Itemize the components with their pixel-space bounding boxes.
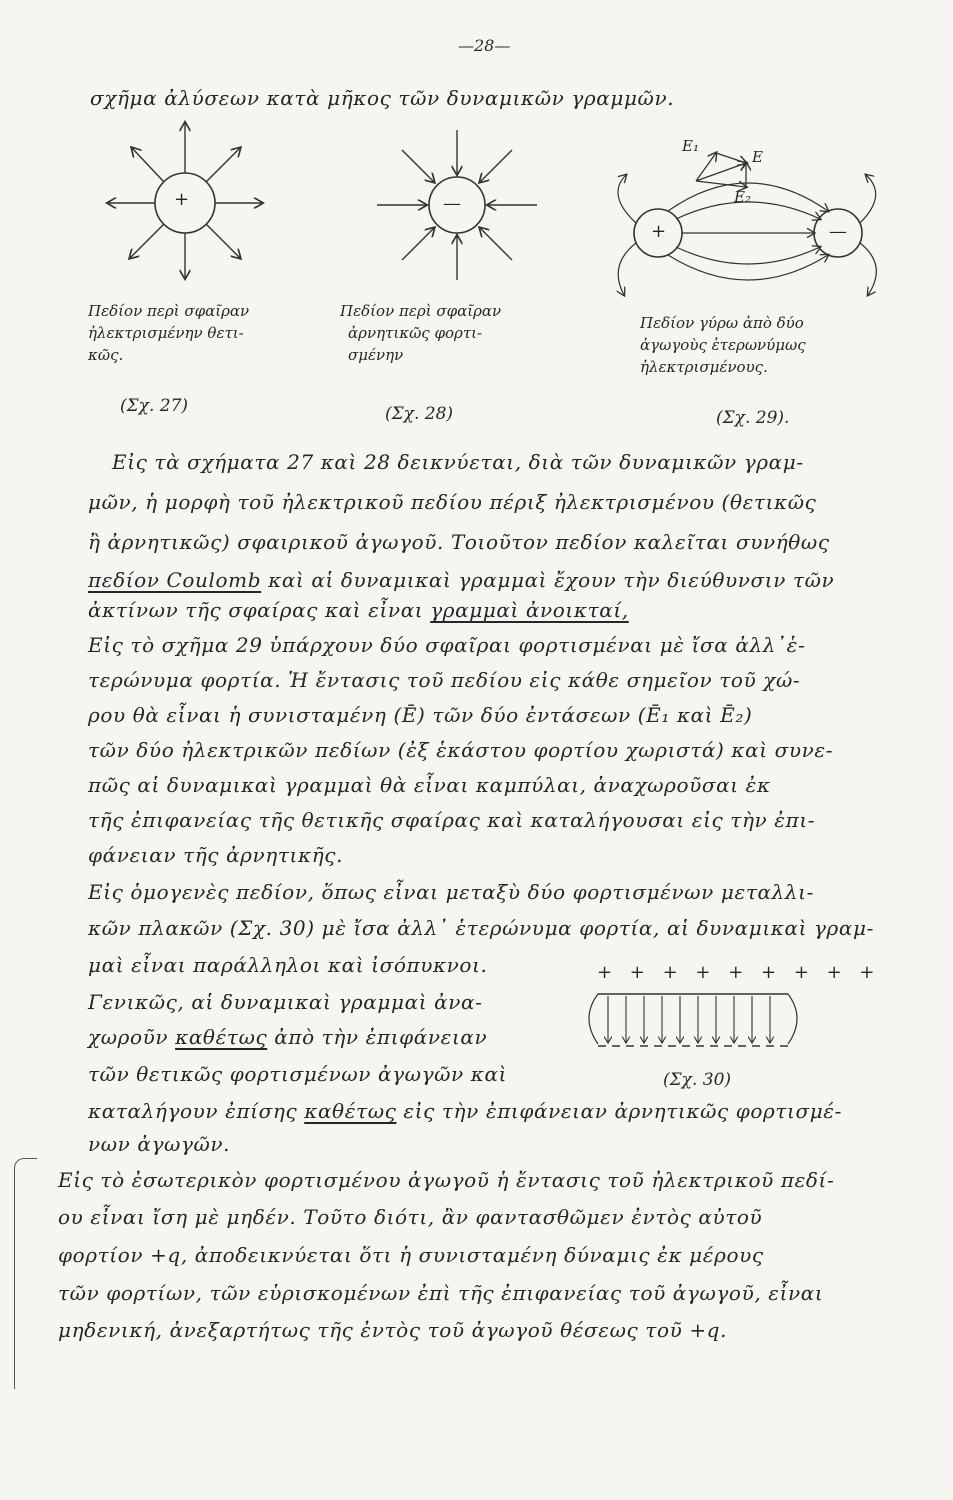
text-line: Εἰς ὁμογενὲς πεδίον, ὅπως εἶναι μεταξὺ δύο φορτισμένων μεταλλι- xyxy=(88,880,814,904)
underlined-term: γραμμαὶ ἀνοικταί, xyxy=(430,598,629,622)
figure-27-number: (Σχ. 27) xyxy=(120,396,189,416)
underlined-term: καθέτως xyxy=(175,1025,268,1049)
text-line: τῆς ἐπιφανείας τῆς θετικῆς σφαίρας καὶ καταλήγουσαι εἰς τὴν ἐπι- xyxy=(88,808,816,832)
text-line: νων ἀγωγῶν. xyxy=(88,1132,231,1156)
text-segment: ἀκτίνων τῆς σφαίρας καὶ εἶναι xyxy=(88,598,431,622)
text-line: ἢ ἀρνητικῶς) σφαιρικοῦ ἀγωγοῦ. Τοιοῦτον πεδίον καλεῖται συνήθως xyxy=(88,530,830,554)
text-segment: εἰς τὴν ἐπιφάνειαν ἀρνητικῶς φορτισμέ- xyxy=(396,1099,842,1123)
caption-line: ἠλεκτρισμένους. xyxy=(640,358,768,376)
figure-28-sign: — xyxy=(443,193,461,214)
text-line: φορτίον +q, ἀποδεικνύεται ὅτι ἡ συνισταμένη δύναμις ἐκ μέρους xyxy=(58,1243,764,1267)
figure-29-caption xyxy=(640,312,806,378)
caption-line: κῶς. xyxy=(88,346,124,364)
text-segment: καὶ αἱ δυναμικαὶ γραμμαὶ ἔχουν τὴν διεύθυνσιν τῶν xyxy=(261,568,835,592)
figure-28-number: (Σχ. 28) xyxy=(385,404,454,424)
caption-line: ἀγωγοὺς ἑτερωνύμως xyxy=(640,336,806,354)
text-line: πῶς αἱ δυναμικαὶ γραμμαὶ θὰ εἶναι καμπύλαι, ἀναχωροῦσαι ἐκ xyxy=(88,773,771,797)
text-line xyxy=(88,1099,842,1123)
underlined-term: πεδίον Coulomb xyxy=(88,568,262,592)
text-line: Εἰς τὸ ἐσωτερικὸν φορτισμένου ἀγωγοῦ ἡ ἔντασις τοῦ ἠλεκτρικοῦ πεδί- xyxy=(58,1168,835,1192)
text-segment: χωροῦν xyxy=(88,1025,176,1049)
label-e2: E₂ xyxy=(734,188,751,206)
text-segment: ἀπὸ τὴν ἐπιφάνειαν xyxy=(267,1025,488,1049)
text-line: Γενικῶς, αἱ δυναμικαὶ γραμμαὶ ἀνα- xyxy=(88,990,483,1014)
text-line: μαὶ εἶναι παράλληλοι καὶ ἰσόπυκνοι. xyxy=(88,953,488,977)
label-e1: E₁ xyxy=(682,137,699,155)
text-line: ρου θὰ εἶναι ἡ συνισταμένη (Ē) τῶν δύο ἐντάσεων (Ē₁ καὶ Ē₂) xyxy=(88,703,753,727)
text-line: κῶν πλακῶν (Σχ. 30) μὲ ἴσα ἀλλ᾽ ἑτερώνυμα φορτία, αἱ δυναμικαὶ γραμ- xyxy=(88,916,874,940)
text-line: μῶν, ἡ μορφὴ τοῦ ἠλεκτρικοῦ πεδίου πέριξ ἠλεκτρισμένου (θετικῶς xyxy=(88,490,817,514)
caption-line: Πεδίον περὶ σφαῖραν xyxy=(88,302,250,320)
figure-27-caption xyxy=(88,300,249,366)
text-line xyxy=(88,598,629,622)
figure-30-top-charges: + + + + + + + + + xyxy=(597,962,881,983)
page-number: —28— xyxy=(458,36,511,55)
text-line: φάνειαν τῆς ἀρνητικῆς. xyxy=(88,843,344,867)
text-line: τῶν θετικῶς φορτισμένων ἀγωγῶν καὶ xyxy=(88,1062,508,1086)
text-line: τῶν δύο ἠλεκτρικῶν πεδίων (ἐξ ἑκάστου φορτίου χωριστά) καὶ συνε- xyxy=(88,738,834,762)
text-line: Εἰς τὰ σχήματα 27 καὶ 28 δεικνύεται, διὰ τῶν δυναμικῶν γραμ- xyxy=(112,450,804,474)
figure-28-caption xyxy=(340,300,501,366)
text-line xyxy=(88,568,834,592)
label-e: E xyxy=(752,148,763,166)
caption-line: Πεδίον περὶ σφαῖραν xyxy=(340,302,502,320)
figure-29-number: (Σχ. 29). xyxy=(716,408,790,428)
caption-line: ἠλεκτρισμένην θετι- xyxy=(88,324,244,342)
underlined-term: καθέτως xyxy=(304,1099,397,1123)
text-line: τερώνυμα φορτία. Ἡ ἔντασις τοῦ πεδίου εἰς κάθε σημεῖον τοῦ χώ- xyxy=(88,668,801,692)
figure-29-left-sign: + xyxy=(651,221,667,242)
text-line: ου εἶναι ἴση μὲ μηδέν. Τοῦτο διότι, ἂν φαντασθῶμεν ἐντὸς αὐτοῦ xyxy=(58,1205,763,1229)
header-line: σχῆμα ἀλύσεων κατὰ μῆκος τῶν δυναμικῶν γραμμῶν. xyxy=(90,86,675,110)
text-line: τῶν φορτίων, τῶν εὑρισκομένων ἐπὶ τῆς ἐπιφανείας τοῦ ἀγωγοῦ, εἶναι xyxy=(58,1281,824,1305)
caption-line: Πεδίον γύρω ἀπὸ δύο xyxy=(640,314,804,332)
figure-30-diagram xyxy=(578,988,808,1058)
caption-line: ἀρνητικῶς φορτι- xyxy=(348,324,483,342)
figure-29-right-sign: — xyxy=(829,221,847,242)
figure-29-diagram xyxy=(596,135,896,305)
figure-30-number: (Σχ. 30) xyxy=(663,1070,732,1090)
text-line: μηδενική, ἀνεξαρτήτως τῆς ἐντὸς τοῦ ἀγωγοῦ θέσεως τοῦ +q. xyxy=(58,1318,728,1342)
text-line xyxy=(88,1025,487,1049)
text-line: Εἰς τὸ σχῆμα 29 ὑπάρχουν δύο σφαῖραι φορτισμέναι μὲ ἴσα ἀλλ᾽ἑ- xyxy=(88,633,806,657)
figure-27-sign: + xyxy=(174,189,190,210)
margin-bracket xyxy=(14,1158,37,1389)
caption-line: σμένην xyxy=(348,346,404,364)
text-segment: καταλήγουν ἐπίσης xyxy=(88,1099,305,1123)
